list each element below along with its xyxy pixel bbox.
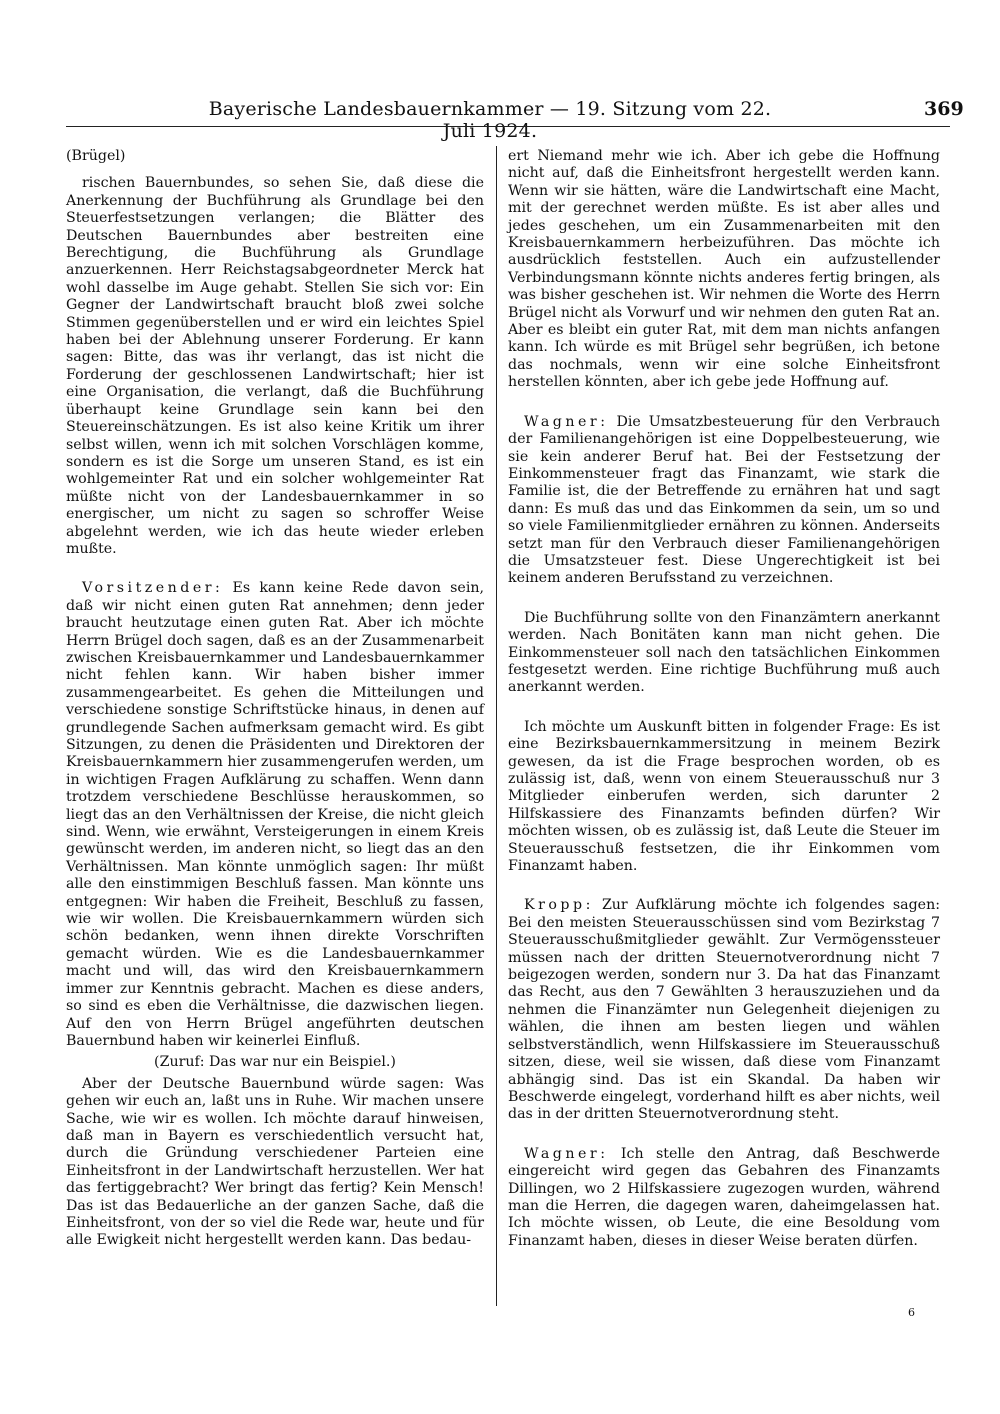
speaker-tag: (Brügel) bbox=[66, 148, 126, 164]
signature-mark: 6 bbox=[908, 1306, 915, 1319]
paragraph-continued: Aber der Deutsche Bauernbund würde sagen: Was gehen wir euch an, laßt uns in Ruhe. Wir machen unsere Sache, wie wir es wollen. Ich möchte darauf hinweisen, daß man in Bayern es verschiedentlich versucht hat, durch die Gründung verschiedener Parteien eine Einheitsfront in der Landwirtschaft herzustellen. Wer hat das fertiggebracht? Wer bringt das fertig? Kein Mensch! Das ist das Bedauerliche an der ganzen Sache, daß die Einheitsfront, von der so viel die Rede war, heute und für alle Ewigkeit nicht hergestellt werden kann. Das bedau- bbox=[66, 1075, 484, 1249]
paragraph-auskunft: Ich möchte um Auskunft bitten in folgender Frage: Es ist eine Bezirksbauernkammersitzung in meinem Bezirk gewesen, da ist die Frage besprochen worden, ob es zulässig ist, daß, wenn von einem Steuerausschuß nur 3 Mitglieder einberufen werden, sich darunter 2 Hilfskassiere des Finanzamts befinden dürfen? Wir möchten wissen, ob es zulässig ist, daß Leute die Steuer im Steuerausschuß festsetzen, die ihr Einkommen vom Finanzamt haben. bbox=[508, 718, 940, 875]
paragraph-brugel: rischen Bauernbundes, so sehen Sie, daß diese die Anerkennung der Buchführung als Grundlage bei den Steuerfestsetzungen verlangen; die Blätter des Deutschen Bauernbundes aber bestreiten eine Berechtigung, die Buchführung als Grundlage anzuerkennen. Herr Reichstagsabgeordneter Merck hat wohl dasselbe im Auge gehabt. Stellen Sie sich vor: Ein Gegner der Landwirtschaft braucht bloß zwei solche Stimmen gegenüberstellen und er wird ein leichtes Spiel haben bei der Ablehnung unserer Forderung. Er kann sagen: Bitte, das was ihr verlangt, das ist nicht die Forderung der geschlossenen Landwirtschaft; hier ist eine Organisation, die verlangt, daß die Buchführung überhaupt keine Grundlage sein kann bei den Steuereinschätzungen. Es ist also keine Kritik um ihrer selbst willen, wenn ich mit solchen Vorschlägen komme, sondern es ist die Sorge um unseren Stand, es ist ein wohlgemeinter Rat und ein solcher wohlgemeinter Rat müßte nicht von der Landesbauernkammer in so energischer, um nicht zu sagen so schroffer Weise abgelehnt werden, wie ich das heute wieder erleben mußte. bbox=[66, 175, 484, 557]
paragraph-kropp bbox=[508, 897, 940, 1123]
speaker-name: Wagner: bbox=[524, 413, 609, 430]
paragraph-buchfuehrung: Die Buchführung sollte von den Finanzämtern anerkannt werden. Nach Bonitäten kann man nicht gehen. Die Einkommensteuer soll nach den tatsächlichen Einkommen festgesetzt werden. Eine richtige Buchführung muß auch anerkannt werden. bbox=[508, 609, 940, 696]
speaker-name: Wagner: bbox=[524, 1145, 609, 1162]
paragraph-text: Die Umsatzbesteuerung für den Verbrauch der Familienangehörigen ist eine Doppelbesteuerung, wie sie kein anderer Beruf hat. Bei der Festsetzung der Einkommensteuer fragt das Finanzamt, wie stark die Familie ist, die der Betreffende zu ernähren hat und sagt dann: Es muß das und das Einkommen da sein, um so und so viele Familienmitglieder ernähren zu können. Anderseits setzt man für den Verbrauch dieser Familienangehörigen die Umsatzsteuer fest. Diese Ungerechtigkeit ist bei keinem anderen Berufsstand zu verzeichnen. bbox=[508, 413, 940, 587]
paragraph-text: Es kann keine Rede davon sein, daß wir nicht einen guten Rat annehmen; denn jeder braucht heutzutage einen guten Rat. Aber ich möchte Herrn Brügel doch sagen, daß es an der Zusammenarbeit zwischen Kreisbauernkammer und Landesbauernkammer nicht fehlen kann. Wir haben bisher immer zusammengearbeitet. Es gehen die Mitteilungen und verschiedene sonstige Schriftstücke hinaus, in denen auf grundlegende Sachen aufmerksam gemacht wird. Es gibt Sitzungen, zu denen die Präsidenten und Direktoren der Kreisbauernkammern hier zusammengerufen werden, um in wichtigen Fragen Aufklärung zu schaffen. Wenn dann trotzdem verschiedene Beschlüsse herauskommen, so liegt das an den Verhältnissen der Kreise, die nicht gleich sind. Wenn, wie erwähnt, Versteigerungen in einem Kreis gewünscht werden, im anderen nicht, so liegt das an den Verhältnissen. Man könnte unmöglich sagen: Ihr müßt alle den einstimmigen Beschluß fassen. Man könnte uns entgegnen: Wir haben die Freiheit, Beschluß zu fassen, wie wir wollen. Die Kreisbauernkammern würden sich schön bedanken, wenn ihnen direkte Vorschriften gemacht würden. Wie es die Landesbauernkammer macht und will, das wird den Kreisbauernkammern immer zur Kenntnis gebracht. Machen es diese anders, so sind es eben die Verhältnisse, die dazwischen liegen. Auf den von Herrn Brügel angeführten deutschen Bauernbund haben wir keinerlei Einfluß. bbox=[66, 580, 485, 1049]
speaker-name: Vorsitzender: bbox=[82, 580, 224, 597]
paragraph-vorsitzender bbox=[66, 580, 484, 1050]
column-divider bbox=[496, 146, 497, 1306]
page-number: 369 bbox=[924, 98, 964, 120]
speaker-name: Kropp: bbox=[524, 897, 594, 914]
header-rule bbox=[66, 126, 950, 127]
interjection: (Zuruf: Das war nur ein Beispiel.) bbox=[154, 1054, 396, 1071]
running-header: Bayerische Landesbauernkammer — 19. Sitzung vom 22. Juli 1924. bbox=[208, 98, 772, 142]
paragraph-wagner-2 bbox=[508, 1146, 940, 1250]
paragraph-wagner-1 bbox=[508, 414, 940, 588]
right-column bbox=[508, 148, 940, 1250]
left-column bbox=[66, 148, 484, 1250]
paragraph-text: Zur Aufklärung möchte ich folgendes sagen: Bei den meisten Steuerausschüssen sind vom Bezirkstag 7 Steuerausschußmitglieder gewählt. Zur Vermögenssteuer müssen nach der dritten Steuernotverordnung nicht 7 beigezogen werden, sondern nur 3. Da hat das Finanzamt das Recht, aus den 7 Gewählten 3 herauszuziehen und da nehmen die Finanzämter nun Gelegenheit diejenigen zu wählen, die ihnen am besten liegen und wählen selbstverständlich, wenn Hilfskassiere im Steuerausschuß sitzen, diese, weil sie wissen, daß diese vom Finanzamt abhängig sind. Das ist ein Skandal. Da haben wir Beschwerde eingelegt, vorderhand hilft es aber nichts, weil das in der dritten Steuernotverordnung steht. bbox=[508, 897, 940, 1123]
paragraph-continuation: ert Niemand mehr wie ich. Aber ich gebe die Hoffnung nicht auf, daß die Einheitsfront hergestellt werden kann. Wenn wir sie hätten, wäre die Landwirtschaft eine Macht, mit der gerechnet werden müßte. Es ist aber alles und jedes geschehen, um ein Zusammenarbeiten mit den Kreisbauernkammern herbeizuführen. Das möchte ich ausdrücklich feststellen. Auch ein aufzustellender Verbindungsmann könnte nichts anderes fertig bringen, als was bisher geschehen ist. Wir nehmen die Worte des Herrn Brügel nicht als Vorwurf und wir nehmen den guten Rat an. Aber es bleibt ein guter Rat, mit dem man nichts anfangen kann. Ich würde es mit Brügel sehr begrüßen, ich betone das nochmals, wenn wir eine solche Einheitsfront herstellen könnten, aber ich gebe jede Hoffnung auf. bbox=[508, 148, 940, 391]
paragraph-text: Ich stelle den Antrag, daß Beschwerde eingereicht wird gegen das Gebahren des Finanzamts Dillingen, wo 2 Hilfskassiere zugezogen wurden, während man die Herren, die dagegen waren, daheimgelassen hat. Ich möchte wissen, ob Leute, die eine Besoldung vom Finanzamt haben, dieses in dieser Weise beraten dürfen. bbox=[508, 1145, 940, 1249]
